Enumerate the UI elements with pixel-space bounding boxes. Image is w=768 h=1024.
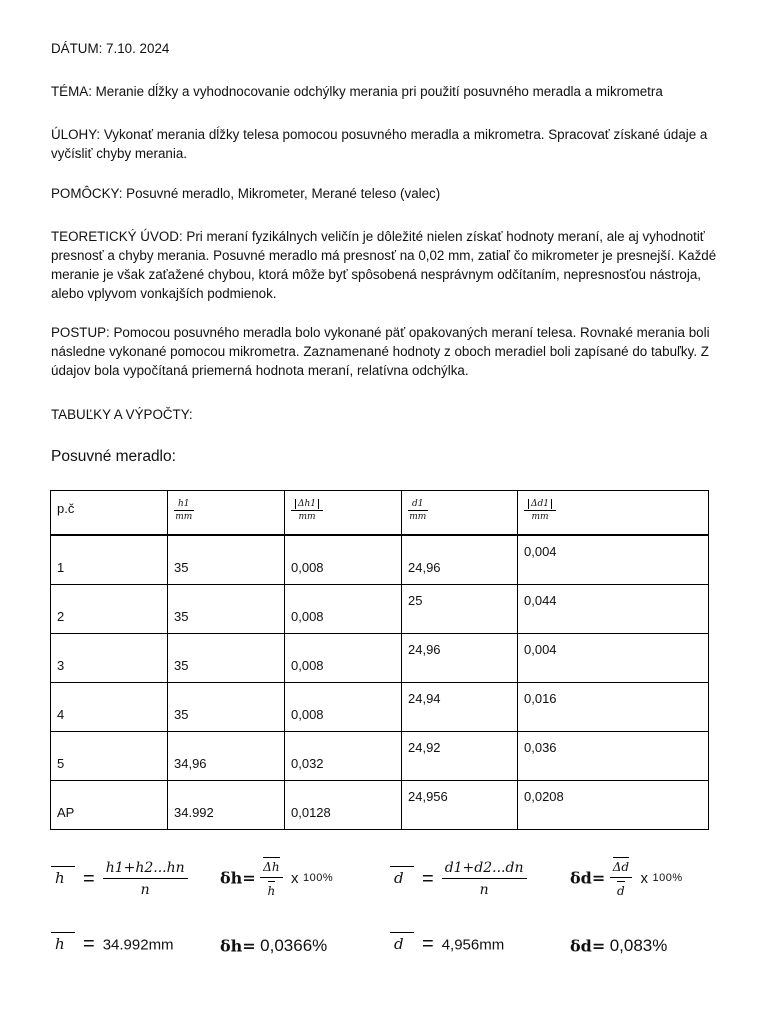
- cell-d1: 24,94: [408, 691, 441, 706]
- date-line: DÁTUM: 7.10. 2024: [51, 41, 170, 56]
- table-row: [51, 732, 709, 781]
- cell-pc: 4: [57, 707, 65, 722]
- table-row: [51, 683, 709, 732]
- table-subtitle: Posuvné meradlo:: [51, 448, 176, 465]
- header-pc: p.č: [51, 491, 168, 536]
- tools-line: POMÔCKY: Posuvné meradlo, Mikrometer, Merané teleso (valec): [51, 186, 441, 201]
- cell-d1: 24,956: [408, 789, 448, 804]
- header-d1: [402, 491, 518, 536]
- cell-h1: 35: [174, 560, 189, 575]
- procedure-paragraph: POSTUP: Pomocou posuvného meradla bolo vykonané päť opakovaných meraní telesa. Rovnaké merania boli následne vykonané pomocou mikrometra. Zaznamenané hodnoty z oboch meradiel boli zapísané do tabuľky. Z údajov bola vypočítaná priemerná hodnota meraní, relatívna odchýlka.: [51, 325, 710, 378]
- cell-dh1: 0,032: [291, 756, 324, 771]
- cell-dh1: 0,0128: [291, 805, 331, 820]
- header-dd1-fraction: $\frac{\Delta d1}{mm}$: [524, 499, 556, 522]
- cell-h1: 35: [174, 707, 189, 722]
- cell-pc: 3: [57, 658, 65, 673]
- table-row: [51, 781, 709, 830]
- header-d1-fraction: $\frac{d1}{mm}$: [409, 499, 427, 522]
- header-dh1: [285, 491, 402, 536]
- mean-h-formula: h = $\frac{h1+h2...hn}{n}$: [51, 860, 188, 898]
- cell-d1: 24,92: [408, 740, 441, 755]
- cell-d1: 24,96: [408, 642, 441, 657]
- cell-d1: 24,96: [408, 560, 441, 575]
- cell-h1: 35: [174, 658, 189, 673]
- cell-h1: 35: [174, 609, 189, 624]
- cell-pc: 1: [57, 560, 65, 575]
- cell-pc: 5: [57, 756, 65, 771]
- cell-d1: 25: [408, 593, 423, 608]
- relative-d-formula: δd= $\frac{\Delta d}{d}$ x 100%: [570, 857, 683, 899]
- cell-pc: 2: [57, 609, 65, 624]
- cell-dd1: 0,036: [524, 740, 557, 755]
- cell-h1: 34,96: [174, 756, 207, 771]
- table-row: [51, 585, 709, 634]
- tables-heading: TABUĽKY A VÝPOČTY:: [51, 407, 193, 422]
- cell-dd1: 0,004: [524, 642, 557, 657]
- cell-dd1: 0,016: [524, 691, 557, 706]
- theory-paragraph: TEORETICKÝ ÚVOD: Pri meraní fyzikálnych veličín je dôležité nielen získať hodnoty meraní, ale aj vyhodnotiť presnosť a chyby merania. Posuvné meradlo má presnosť na 0,02 mm, zatiaľ čo mikrometer je presnejší. Každé meranie je však zaťažené chybou, ktorá môže byť spôsobená nesprávnym odčítaním, nepresnosťou nástroja, alebo vplyvom vonkajších podmienok.: [51, 229, 717, 301]
- cell-dh1: 0,008: [291, 658, 324, 673]
- relative-d-result: δd= 0,083%: [570, 936, 668, 956]
- header-h1-fraction: $\frac{h1}{mm}$: [175, 499, 193, 522]
- mean-d-formula: d = $\frac{d1+d2...dn}{n}$: [390, 860, 527, 898]
- cell-dh1: 0,008: [291, 560, 324, 575]
- mean-h-result: h = 34.992mm: [51, 932, 174, 956]
- header-h1: [168, 491, 285, 536]
- topic-line: TÉMA: Meranie dĺžky a vyhodnocovanie odchýlky merania pri použití posuvného meradla a mikrometra: [51, 84, 663, 99]
- cell-h1: 34.992: [174, 805, 214, 820]
- table-header-row: [51, 491, 709, 536]
- relative-h-result: δh= 0,0366%: [220, 936, 328, 956]
- measurement-table: [50, 490, 709, 830]
- mean-d-result: d = 4,956mm: [390, 932, 504, 956]
- table-row: [51, 535, 709, 585]
- tasks-paragraph: ÚLOHY: Vykonať merania dĺžky telesa pomocou posuvného meradla a mikrometra. Spracovať získané údaje a vyčísliť chyby merania.: [51, 127, 708, 161]
- table-row: [51, 634, 709, 683]
- cell-dh1: 0,008: [291, 609, 324, 624]
- header-dh1-fraction: $\frac{\Delta h1}{mm}$: [291, 499, 323, 522]
- cell-dd1: 0,0208: [524, 789, 564, 804]
- relative-h-formula: δh= $\frac{\Delta h}{h}$ x 100%: [220, 857, 333, 899]
- cell-dh1: 0,008: [291, 707, 324, 722]
- cell-dd1: 0,044: [524, 593, 557, 608]
- cell-dd1: 0,004: [524, 544, 557, 559]
- cell-pc: AP: [57, 805, 75, 820]
- header-dd1: [518, 491, 709, 536]
